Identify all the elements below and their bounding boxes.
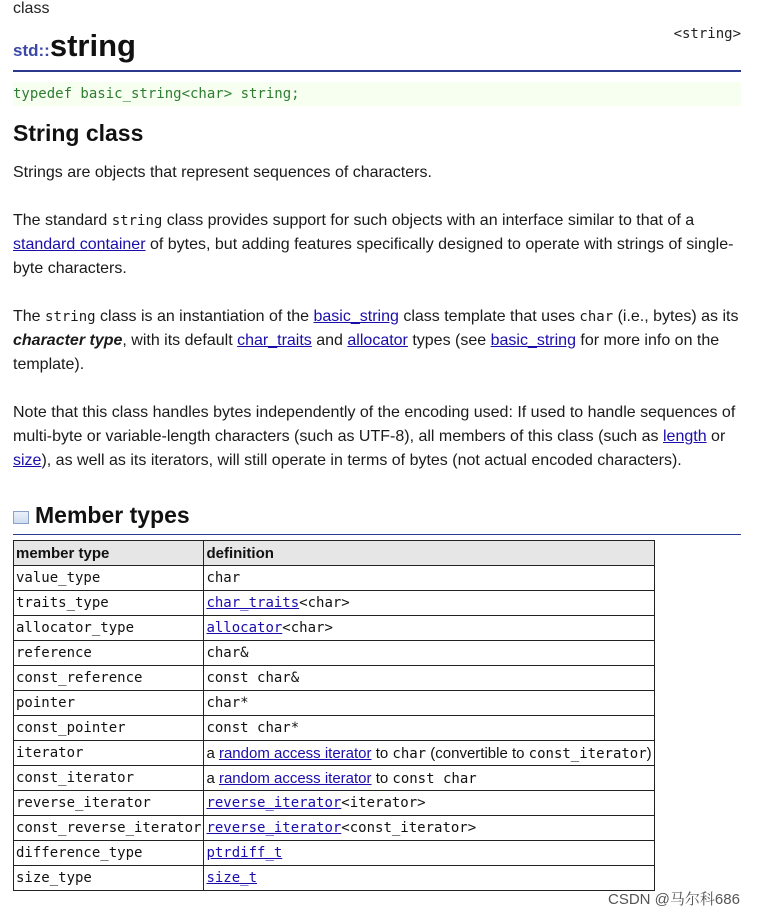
page-title [13,28,136,68]
code-const-iterator: const_iterator [528,745,647,762]
header-definition: definition [204,541,654,566]
member-definition: const char* [204,716,654,741]
member-name: const_iterator [14,766,204,791]
link-basic-string[interactable]: basic_string [313,308,399,325]
member-types-divider [13,534,741,535]
table-row [14,766,655,791]
watermark: CSDN @马尔科686 [608,891,740,908]
member-name: reference [14,641,204,666]
table-row [14,716,655,741]
member-definition [204,791,654,816]
member-definition: char& [204,641,654,666]
link-reverse-iterator[interactable]: reverse_iterator [206,795,342,811]
text: class is an instantiation of the [95,308,314,325]
table-header-row [14,541,655,566]
member-name: const_pointer [14,716,204,741]
text: a [206,769,219,787]
member-definition [204,816,654,841]
link-char-traits[interactable]: char_traits [237,332,312,349]
table-row [14,591,655,616]
member-definition [204,741,654,766]
text: to [371,769,393,787]
text: <char> [299,595,350,611]
text: or [706,428,726,445]
text: class provides support for such objects with an interface similar to that of a [162,212,695,229]
code-const-char: const char [392,770,477,787]
term-character-type: character type [13,332,123,349]
table-row [14,691,655,716]
member-name: pointer [14,691,204,716]
link-allocator[interactable]: allocator [347,332,408,349]
link-standard-container[interactable]: standard container [13,236,146,253]
member-definition [204,841,654,866]
member-definition: char [204,566,654,591]
link-random-access-iterator[interactable]: random access iterator [218,744,372,762]
member-name: value_type [14,566,204,591]
table-row [14,866,655,891]
code-string: string [45,309,96,325]
text: of bytes, but adding features specifically designed to operate with strings of single-byte characters. [13,236,734,277]
text: The standard [13,212,112,229]
title-name: string [49,28,136,63]
member-name: size_type [14,866,204,891]
paragraph-intro: Strings are objects that represent sequences of characters. [13,164,432,181]
book-icon [13,511,29,524]
link-size-t[interactable]: size_t [206,870,258,886]
code-char: char [392,745,427,762]
section-title: String class [13,120,144,146]
paragraph-encoding [13,401,741,473]
table-row [14,841,655,866]
link-reverse-iterator[interactable]: reverse_iterator [206,820,342,836]
member-name: traits_type [14,591,204,616]
link-char-traits[interactable]: char_traits [206,595,300,611]
text: ) [646,744,652,762]
link-basic-string-2[interactable]: basic_string [490,332,576,349]
title-divider [13,70,741,72]
text: Note that this class handles bytes independently of the encoding used: If used to handle sequences of multi-byte or variable-length characters (such as UTF-8), all members of this class (such as [13,404,736,445]
code-string: string [111,213,163,229]
table-row [14,666,655,691]
title-namespace: std:: [13,41,50,60]
member-name: const_reference [14,666,204,691]
member-definition: char* [204,691,654,716]
text: The [13,308,46,325]
text: to [371,744,393,762]
table-row [14,616,655,641]
paragraph-instantiation [13,305,741,377]
text: <const_iterator> [341,820,477,836]
table-row [14,741,655,766]
text: for more info on the template). [13,332,720,373]
text: and [311,332,348,349]
table-row [14,566,655,591]
text: , with its default [122,332,238,349]
member-definition [204,591,654,616]
paragraph-standard [13,209,741,281]
text: (i.e., bytes) as its [613,308,739,325]
text: (convertible to [426,744,529,762]
text: types (see [407,332,491,349]
member-definition: const char& [204,666,654,691]
text: class template that uses [398,308,580,325]
link-allocator[interactable]: allocator [206,620,283,636]
member-name: iterator [14,741,204,766]
header-include: <string> [673,26,741,42]
link-size[interactable]: size [13,452,42,469]
header-member-type: member type [14,541,204,566]
text: <iterator> [341,795,426,811]
member-definition [204,766,654,791]
link-ptrdiff-t[interactable]: ptrdiff_t [206,845,283,861]
member-types-table [13,540,655,891]
member-name: allocator_type [14,616,204,641]
typedef-declaration: typedef basic_string<char> string; [13,82,741,106]
text: ), as well as its iterators, will still operate in terms of bytes (not actual encoded characters). [41,452,682,469]
table-row [14,816,655,841]
table-row [14,641,655,666]
member-name: difference_type [14,841,204,866]
table-row [14,791,655,816]
member-name: reverse_iterator [14,791,204,816]
kind-label: class [13,0,50,17]
text: a [206,744,219,762]
member-name: const_reverse_iterator [14,816,204,841]
text: <char> [282,620,333,636]
code-char: char [579,309,614,325]
member-types-heading [13,502,190,529]
member-definition [204,616,654,641]
member-definition [204,866,654,891]
link-random-access-iterator[interactable]: random access iterator [218,769,372,787]
link-length[interactable]: length [663,428,707,445]
member-types-title: Member types [35,502,190,528]
